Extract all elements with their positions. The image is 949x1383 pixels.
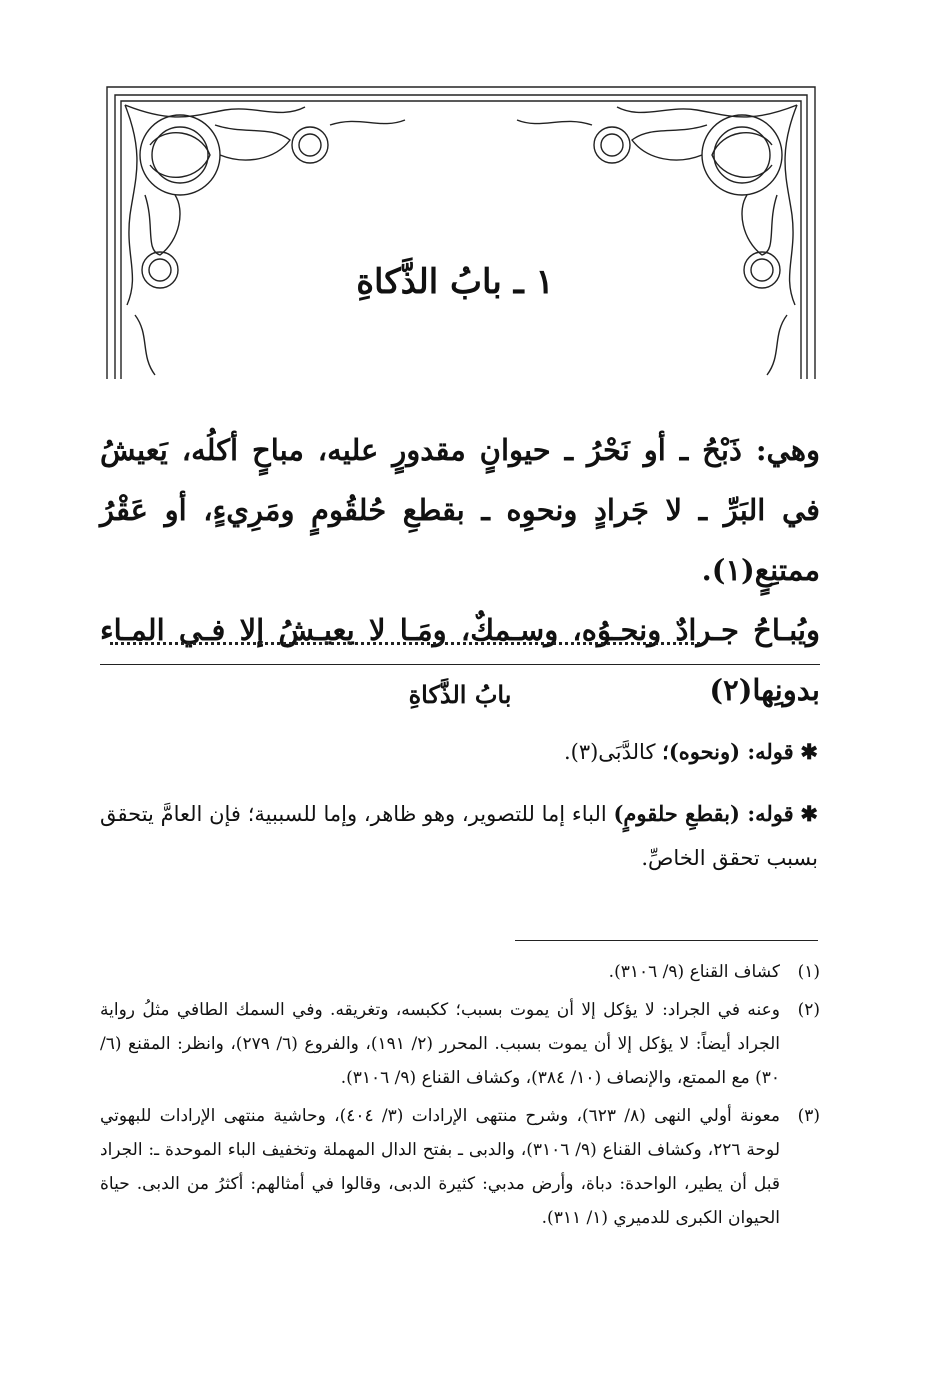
star-marker-icon: ✱ bbox=[800, 739, 818, 764]
commentary bbox=[100, 730, 818, 898]
commentary-item bbox=[100, 730, 818, 774]
footnote-number: (٣) bbox=[797, 1106, 820, 1126]
footnote-text: معونة أولي النهى (٨/ ٦٢٣)، وشرح منتهى الإرادات (٣/ ٤٠٤)، وحاشية منتهى الإرادات للبهوتي لوحة ٢٢٦، وكشاف القناع (٩/ ٣١٠٦)، والدبى ـ بفتح الدال المهملة وتخفيف الباء الموحدة ـ: الجراد قبل أن يطير، الواحدة: دباة، وأرض مدبي: كثيرة الدبى، وقالوا في أمثالهم: أكثرُ من الدبى. حياة الحيوان الكبرى للدميري (١/ ٣١١). bbox=[100, 1106, 780, 1228]
ornamental-header-frame bbox=[105, 85, 817, 381]
star-marker-icon: ✱ bbox=[800, 801, 818, 826]
main-paragraph-2: ويُبـاحُ جـرادٌ ونحـوُه، وسـمكٌ، ومَـا لا يعيـشُ إلا فـي المـاء بدونِها(٢) bbox=[100, 613, 820, 707]
commentary-item bbox=[100, 792, 818, 880]
commentary-quote: قوله: (ونحوه)؛ bbox=[662, 739, 794, 764]
footnote bbox=[100, 993, 820, 1095]
footnote-number: (١) bbox=[797, 962, 820, 982]
footnote bbox=[100, 955, 820, 989]
main-paragraph-1: وهي: ذَبْحُ ـ أو نَحْرُ ـ حيوانٍ مقدورٍ عليه، مباحٍ أكلُه، يَعيشُ في البَرِّ ـ لا جَرادٍ ونحوِه ـ بقطعِ حُلقُومٍ ومَرِيءٍ، أو عَقْرُ ممتنِعٍ(١). bbox=[100, 433, 820, 587]
footnote-text: كشاف القناع (٩/ ٣١٠٦). bbox=[608, 962, 780, 982]
text-divider bbox=[100, 664, 820, 665]
commentary-title: بابُ الذَّكاةِ bbox=[408, 680, 512, 709]
footnote-text: وعنه في الجراد: لا يؤكل إلا أن يموت بسبب؛ ككبسه، وتغريقه. وفي السمك الطافي مثلُ رواية الجراد أيضاً: لا يؤكل إلا أن يموت بسبب. المحرر (٢/ ١٩١)، والفروع (٦/ ٢٧٩)، وانظر: المقنع (٦/ ٣٠) مع الممتع، والإنصاف (١٠/ ٣٨٤)، وكشاف القناع (٩/ ٣١٠٦). bbox=[100, 1000, 780, 1088]
footnote-number: (٢) bbox=[797, 1000, 820, 1020]
continuation-dots bbox=[110, 612, 700, 645]
main-text bbox=[100, 420, 820, 720]
commentary-text: الباء إما للتصوير، وهو ظاهر، وإما للسببية؛ فإن العامَّ يتحقق بسبب تحقق الخاصِّ. bbox=[100, 802, 818, 870]
chapter-title: ١ ـ بابُ الذَّكاةِ bbox=[356, 262, 554, 302]
footnotes bbox=[100, 955, 820, 1239]
footnote bbox=[100, 1099, 820, 1235]
commentary-quote: قوله: (بقطعِ حلقومٍ) bbox=[613, 801, 794, 826]
footnote-divider bbox=[515, 940, 818, 941]
commentary-text: كالدَّبَى(٣). bbox=[563, 740, 663, 764]
